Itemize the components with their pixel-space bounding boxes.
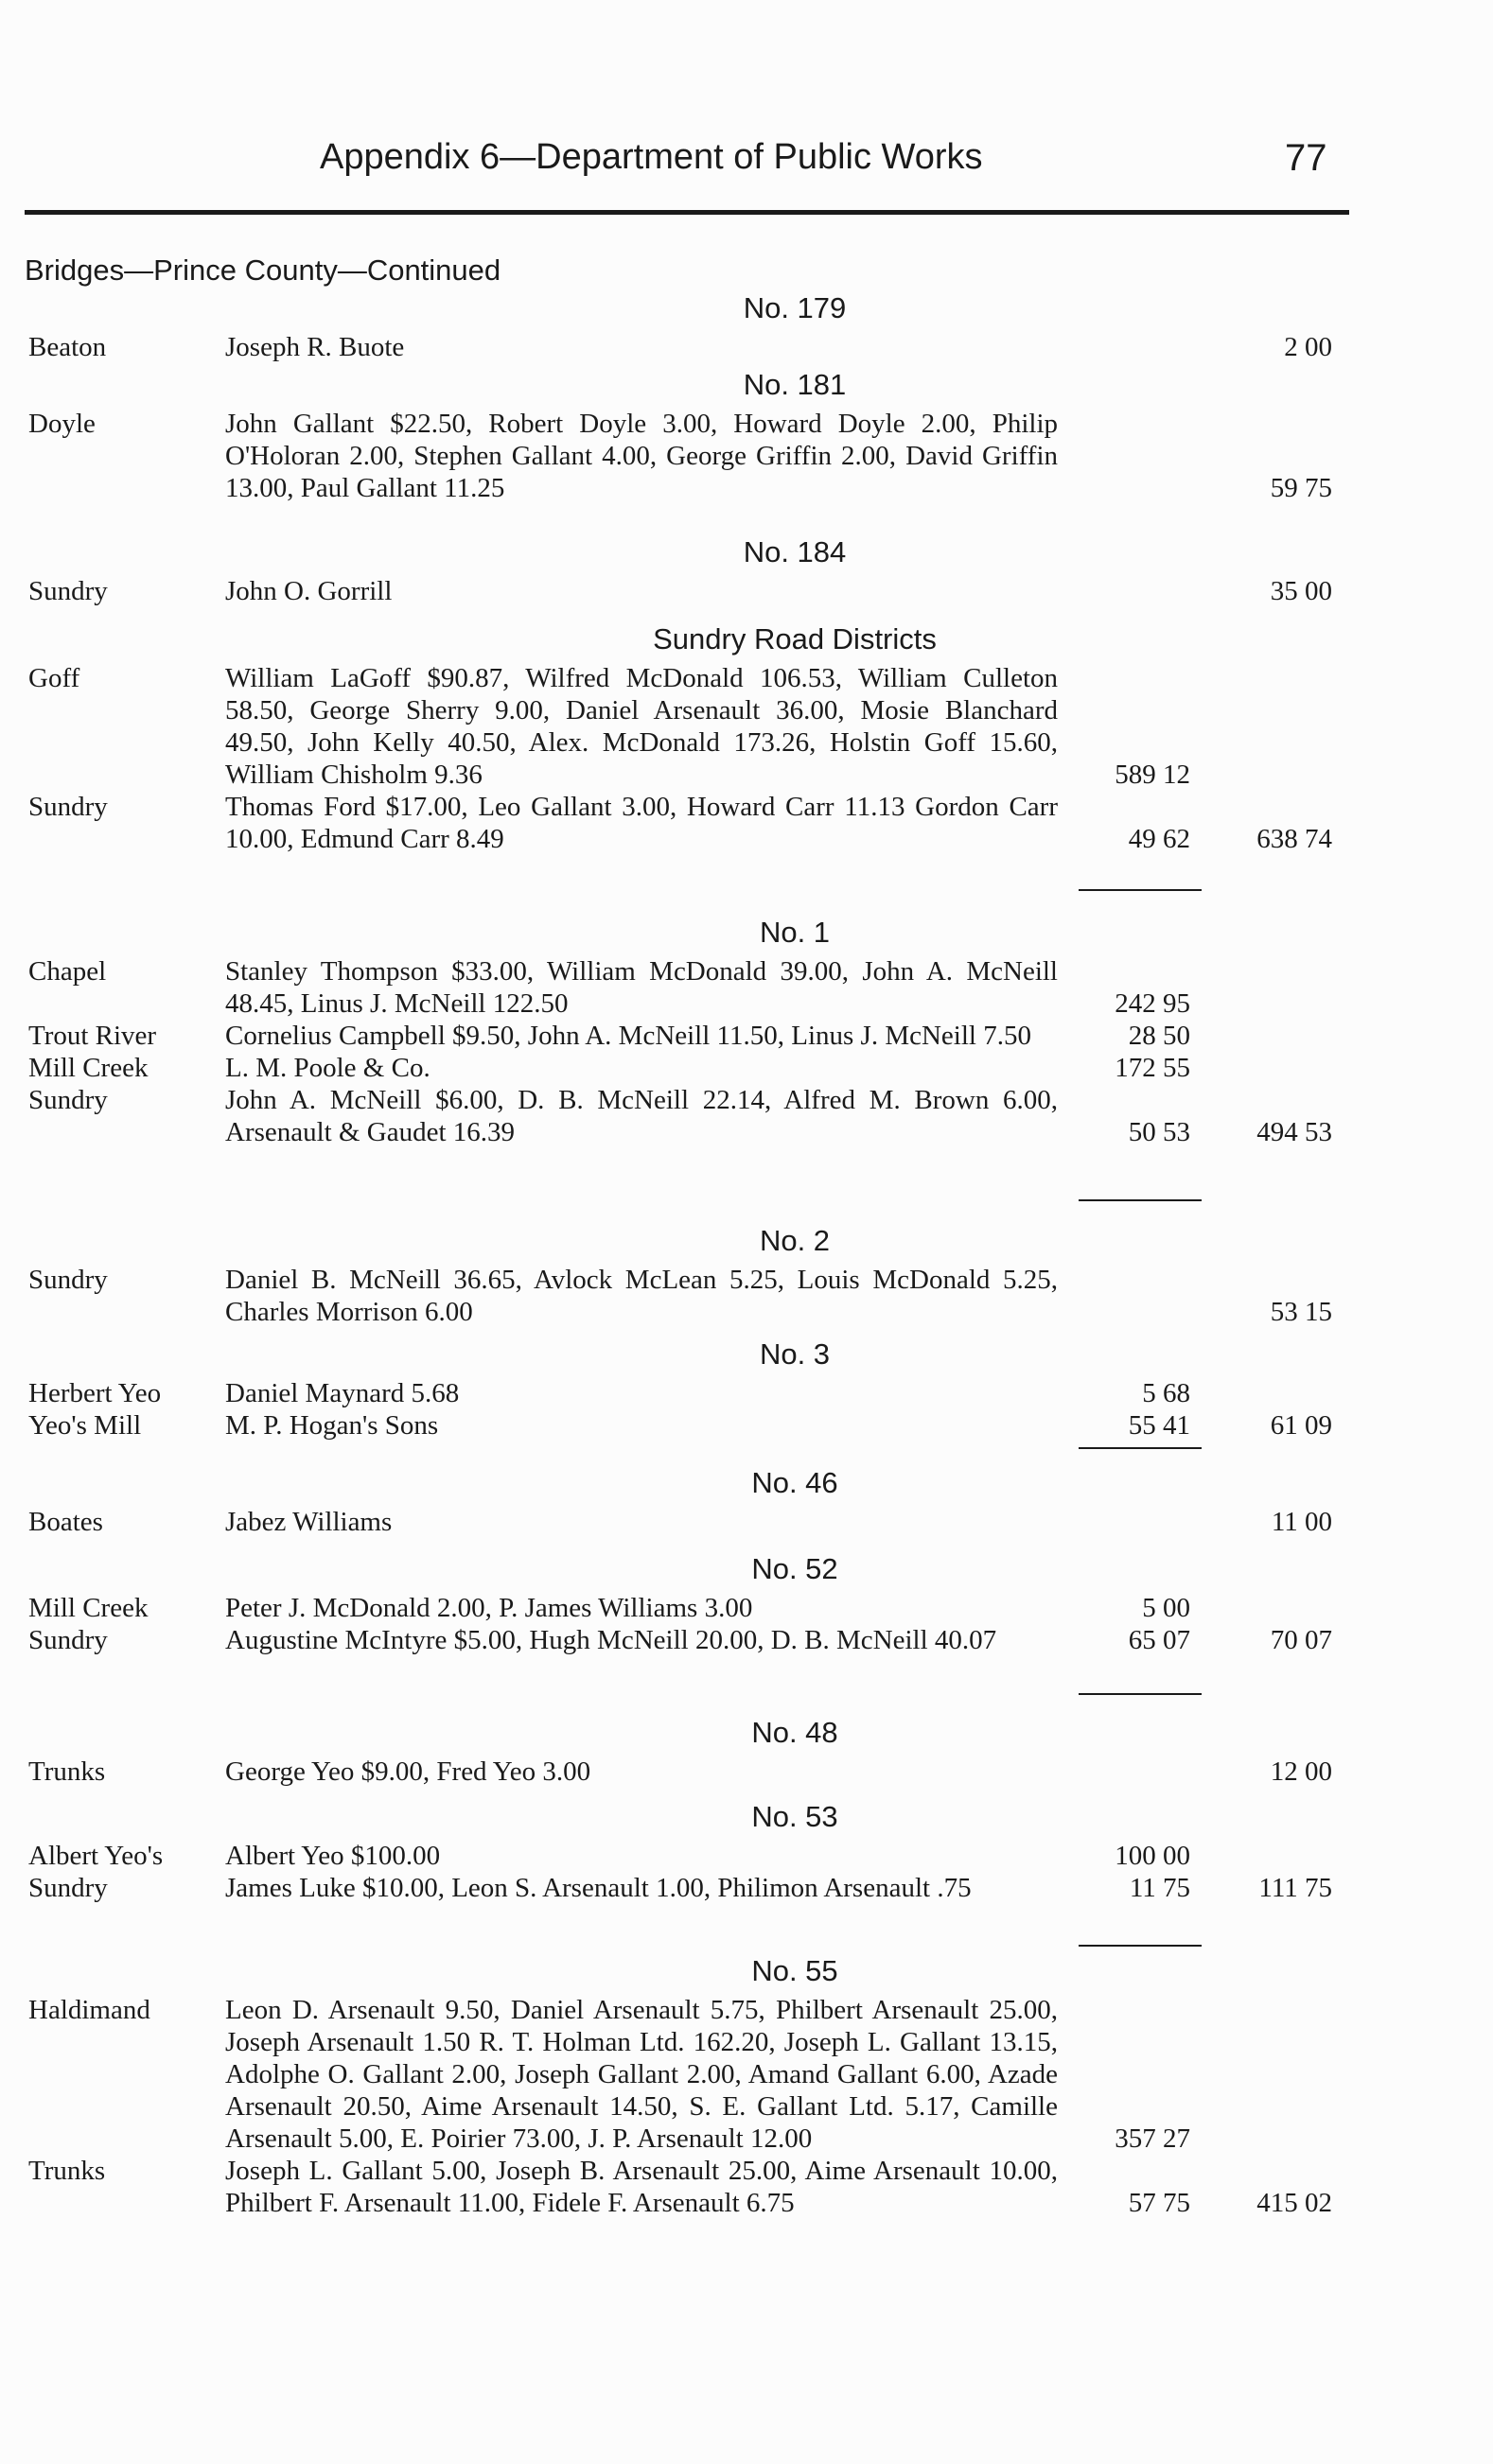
entry-description: Jabez Williams [225, 1507, 393, 1537]
entry-place: Sundry [28, 1085, 108, 1115]
ledger-entry [0, 1994, 1476, 2155]
entry-amount: 5 68 [1142, 1378, 1190, 1408]
ledger-entry [0, 408, 1476, 504]
section [0, 617, 1476, 855]
entry-description: Daniel Maynard 5.68 [225, 1378, 460, 1408]
entry-place: Herbert Yeo [28, 1378, 162, 1408]
entry-description: M. P. Hogan's Sons [225, 1410, 439, 1441]
entry-place: Trunks [28, 1756, 106, 1787]
entry-amount: 57 75 [1128, 2188, 1190, 2218]
ledger-entry [0, 1264, 1476, 1328]
entry-amount: 11 75 [1129, 1873, 1190, 1903]
ledger-entry [0, 1872, 1476, 1904]
entry-description: Augustine McIntyre $5.00, Hugh McNeill 20.00, D. B. McNeill 40.07 [225, 1625, 997, 1655]
entry-description: Cornelius Campbell $9.50, John A. McNeill 11.50, Linus J. McNeill 7.50 [225, 1021, 1031, 1051]
entry-amount: 589 12 [1115, 760, 1190, 790]
entry-description: Thomas Ford $17.00, Leo Gallant 3.00, Howard Carr 11.13 Gordon Carr 10.00, Edmund Carr 8.49 [225, 792, 1058, 854]
subtotal-rule [1079, 1945, 1202, 1947]
entry-total: 70 07 [1270, 1625, 1332, 1655]
entry-place: Haldimand [28, 1995, 150, 2025]
ledger-entry [0, 1756, 1476, 1788]
entry-description: John Gallant $22.50, Robert Doyle 3.00, Howard Doyle 2.00, Philip O'Holoran 2.00, Stephen Gallant 4.00, George Griffin 2.00, David Griffin 13.00, Paul Gallant 11.25 [225, 409, 1058, 503]
continued-heading: Bridges—Prince County—Continued [25, 253, 501, 287]
ledger-entry [0, 662, 1476, 791]
entry-amount: 242 95 [1115, 988, 1190, 1019]
section-title: No. 53 [751, 1800, 838, 1833]
entry-description: John A. McNeill $6.00, D. B. McNeill 22.14, Alfred M. Brown 6.00, Arsenault & Gaudet 16.39 [225, 1085, 1058, 1147]
ledger-entry [0, 1409, 1476, 1442]
page-number: 77 [1285, 137, 1327, 179]
entry-description: Peter J. McDonald 2.00, P. James Williams 3.00 [225, 1593, 753, 1623]
entry-place: Sundry [28, 1625, 108, 1655]
entry-total: 35 00 [1270, 576, 1332, 606]
entry-total: 111 75 [1258, 1873, 1332, 1903]
entry-total: 494 53 [1256, 1117, 1332, 1147]
section [0, 1794, 1476, 1904]
section [0, 530, 1476, 607]
entry-description: Albert Yeo $100.00 [225, 1841, 441, 1871]
section-title: No. 1 [759, 916, 831, 949]
section-title: No. 184 [743, 535, 847, 568]
section [0, 1948, 1476, 2219]
entry-place: Mill Creek [28, 1593, 149, 1623]
section-title: No. 181 [743, 368, 847, 401]
entry-amount: 5 00 [1142, 1593, 1190, 1623]
section-title: No. 55 [751, 1954, 838, 1987]
entry-place: Goff [28, 663, 80, 693]
entry-place: Trout River [28, 1021, 157, 1051]
entry-place: Chapel [28, 956, 107, 987]
entry-description: Joseph R. Buote [225, 332, 405, 362]
section-title: No. 46 [751, 1466, 838, 1499]
entry-description: L. M. Poole & Co. [225, 1053, 430, 1083]
entry-total: 638 74 [1256, 824, 1332, 854]
header-rule [25, 210, 1349, 215]
subtotal-rule [1079, 1693, 1202, 1695]
section-title: No. 52 [751, 1552, 838, 1585]
entry-place: Sundry [28, 1265, 108, 1295]
entry-description: Daniel B. McNeill 36.65, Avlock McLean 5.25, Louis McDonald 5.25, Charles Morrison 6.00 [225, 1265, 1058, 1327]
entry-amount: 357 27 [1115, 2123, 1190, 2154]
entry-total: 415 02 [1256, 2188, 1332, 2218]
ledger-entry [0, 791, 1476, 855]
ledger-entry [0, 1052, 1476, 1084]
section [0, 1460, 1476, 1538]
ledger-entry [0, 955, 1476, 1020]
entry-amount: 172 55 [1115, 1053, 1190, 1083]
subtotal-rule [1079, 889, 1202, 891]
ledger-entry [0, 1592, 1476, 1624]
entry-total: 53 15 [1270, 1297, 1332, 1327]
entry-place: Beaton [28, 332, 107, 362]
entry-place: Trunks [28, 2156, 106, 2186]
entry-description: William LaGoff $90.87, Wilfred McDonald 106.53, William Culleton 58.50, George Sherry 9.00, Daniel Arsenault 36.00, Mosie Blanchard 49.50, John Kelly 40.50, Alex. McDonald 173.26, Holstin Goff 15.60, William Chisholm 9.36 [225, 663, 1058, 790]
entry-description: Leon D. Arsenault 9.50, Daniel Arsenault 5.75, Philbert Arsenault 25.00, Joseph Arsenault 1.50 R. T. Holman Ltd. 162.20, Joseph L. Gallant 13.15, Adolphe O. Gallant 2.00, Joseph Gallant 2.00, Amand Gallant 6.00, Azade Arsenault 20.50, Aime Arsenault 14.50, S. E. Gallant Ltd. 5.17, Camille Arsenault 5.00, E. Poirier 73.00, J. P. Arsenault 12.00 [225, 1995, 1058, 2154]
entry-total: 59 75 [1270, 473, 1332, 503]
entry-place: Sundry [28, 1873, 108, 1903]
entry-description: George Yeo $9.00, Fred Yeo 3.00 [225, 1756, 591, 1787]
ledger-entry [0, 1624, 1476, 1656]
section-title: No. 48 [751, 1716, 838, 1749]
entry-place: Yeo's Mill [28, 1410, 142, 1441]
entry-place: Sundry [28, 792, 108, 822]
section-title: No. 179 [743, 291, 847, 324]
entry-total: 2 00 [1284, 332, 1332, 362]
entry-amount: 55 41 [1128, 1410, 1190, 1441]
entry-description: John O. Gorrill [225, 576, 393, 606]
entry-amount: 100 00 [1115, 1841, 1190, 1871]
ledger-entry [0, 1377, 1476, 1409]
section [0, 286, 1476, 363]
ledger-entry [0, 1840, 1476, 1872]
ledger-entry [0, 2155, 1476, 2219]
subtotal-rule [1079, 1199, 1202, 1201]
section [0, 362, 1476, 504]
entry-description: Stanley Thompson $33.00, William McDonald 39.00, John A. McNeill 48.45, Linus J. McNeill 122.50 [225, 956, 1058, 1019]
entry-amount: 28 50 [1128, 1021, 1190, 1051]
entry-description: James Luke $10.00, Leon S. Arsenault 1.00, Philimon Arsenault .75 [225, 1873, 972, 1903]
entry-amount: 65 07 [1128, 1625, 1190, 1655]
section [0, 1218, 1476, 1328]
ledger-entry [0, 1084, 1476, 1148]
section-title: No. 3 [759, 1337, 831, 1371]
entry-place: Boates [28, 1507, 103, 1537]
subtotal-rule [1079, 1447, 1202, 1449]
section [0, 910, 1476, 1148]
entry-amount: 50 53 [1128, 1117, 1190, 1147]
entry-place: Doyle [28, 409, 96, 439]
ledger-entry [0, 331, 1476, 363]
entry-place: Sundry [28, 576, 108, 606]
ledger-entry [0, 1020, 1476, 1052]
section [0, 1710, 1476, 1788]
section-title: No. 2 [759, 1224, 831, 1257]
ledger-entry [0, 575, 1476, 607]
entry-place: Mill Creek [28, 1053, 149, 1083]
ledger-entry [0, 1506, 1476, 1538]
section [0, 1332, 1476, 1442]
section [0, 1547, 1476, 1656]
page-header-title: Appendix 6—Department of Public Works [320, 137, 983, 177]
entry-total: 11 00 [1271, 1507, 1332, 1537]
entry-amount: 49 62 [1128, 824, 1190, 854]
entry-place: Albert Yeo's [28, 1841, 164, 1871]
entry-total: 12 00 [1270, 1756, 1332, 1787]
entry-total: 61 09 [1270, 1410, 1332, 1441]
entry-description: Joseph L. Gallant 5.00, Joseph B. Arsenault 25.00, Aime Arsenault 10.00, Philbert F. Arsenault 11.00, Fidele F. Arsenault 6.75 [225, 2156, 1058, 2218]
section-title: Sundry Road Districts [653, 622, 937, 655]
